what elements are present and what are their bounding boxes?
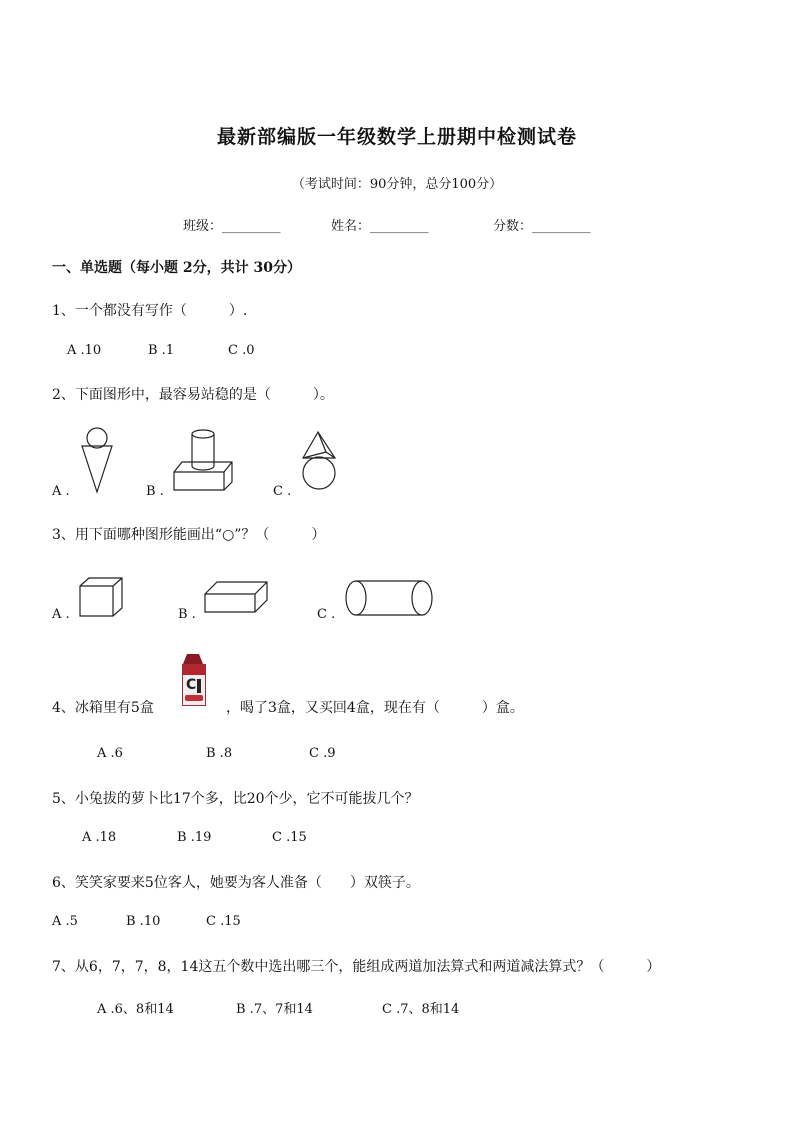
q7-option-b: B .7、7和14 (236, 1002, 313, 1017)
cube-icon (78, 576, 126, 620)
page-title: 最新部编版一年级数学上册期中检测试卷 (216, 126, 577, 148)
q2-option-c: C . (273, 484, 292, 499)
q4-option-b: B .8 (206, 746, 233, 761)
cuboid-icon (203, 580, 269, 618)
q7-option-a: A .6、8和14 (97, 1002, 174, 1017)
q1-option-c: C .0 (228, 343, 255, 358)
question-4: 4、冰箱里有5盒 (52, 700, 154, 716)
cylinder-on-cuboid-icon (172, 428, 236, 492)
score-field: 分数：_________ (493, 219, 591, 234)
q3-option-c: C . (317, 607, 336, 622)
q1-option-a: A .10 (67, 343, 102, 358)
q7-option-c: C .7、8和14 (382, 1002, 460, 1017)
q2-option-a: A . (52, 484, 70, 499)
question-2: 2、下面图形中，最容易站稳的是（ ）。 (52, 387, 334, 403)
q5-option-c: C .15 (272, 830, 307, 845)
class-field: 班级：_________ (183, 219, 281, 234)
q6-option-b: B .10 (126, 914, 161, 929)
q2-option-b: B . (146, 484, 164, 499)
q4-option-a: A .6 (97, 746, 123, 761)
q3-option-a: A . (52, 607, 70, 622)
exam-info: （考试时间：90分钟，总分100分） (291, 177, 503, 192)
q6-option-a: A .5 (52, 914, 78, 929)
q6-option-c: C .15 (206, 914, 241, 929)
milk-carton-icon: C (180, 654, 206, 706)
question-7: 7、从6，7，7，8，14这五个数中选出哪三个，能组成两道加法算式和两道减法算式？（ ） (52, 959, 661, 975)
cone-on-sphere-icon (300, 430, 340, 492)
question-5: 5、小兔拔的萝卜比17个多，比20个少，它不可能拔几个？ (52, 791, 419, 807)
cylinder-icon (344, 578, 436, 618)
question-6: 6、笑笑家要来5位客人，她要为客人准备（ ）双筷子。 (52, 875, 420, 891)
question-4-continued: ，喝了3盒，又买回4盒，现在有（ ）盒。 (226, 700, 524, 716)
name-field: 姓名：_________ (331, 219, 429, 234)
q5-option-a: A .18 (82, 830, 117, 845)
question-1: 1、一个都没有写作（ ）. (52, 303, 248, 319)
sphere-on-cone-icon (78, 426, 118, 496)
q1-option-b: B .1 (148, 343, 175, 358)
question-3: 3、用下面哪种图形能画出“○”？（ ） (52, 527, 326, 543)
q3-option-b: B . (178, 607, 196, 622)
q5-option-b: B .19 (177, 830, 212, 845)
q4-option-c: C .9 (309, 746, 336, 761)
section-title: 一、单选题（每小题 2分，共计 30分） (52, 260, 301, 276)
